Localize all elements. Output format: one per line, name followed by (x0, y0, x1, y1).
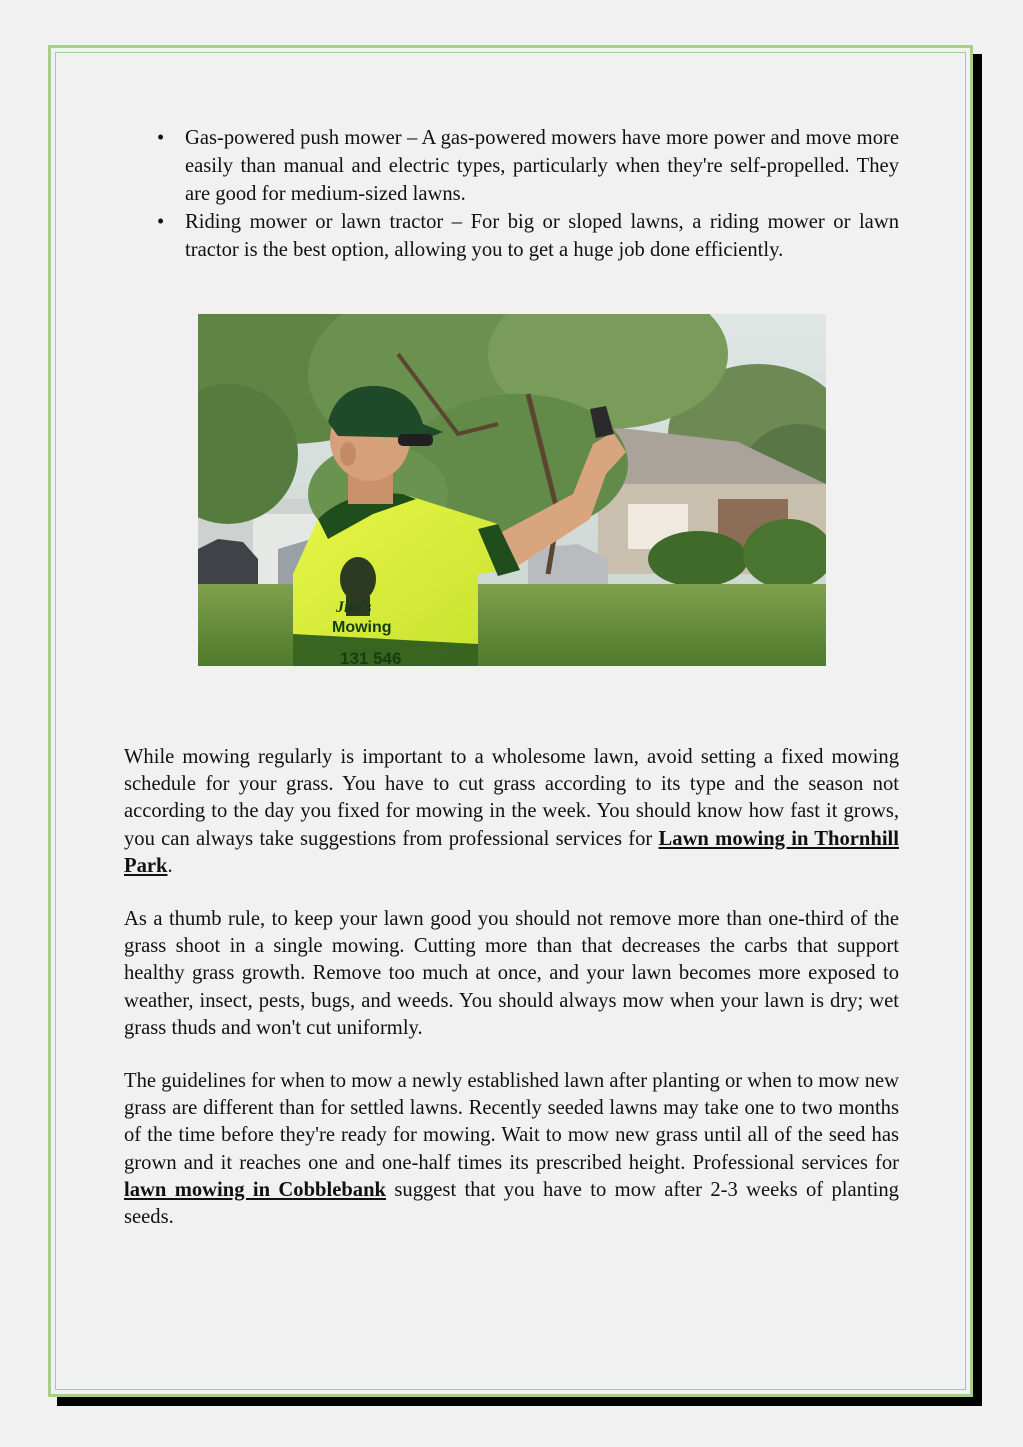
paragraph-text-end: suggest that you have to mow after 2-3 weeks of planting seeds. (124, 1178, 899, 1229)
paragraph-new-lawn-guidelines (124, 1068, 899, 1231)
bullet-icon: • (157, 211, 165, 233)
mower-types-list (157, 124, 899, 264)
lawn-mowing-worker-photo (198, 314, 826, 666)
list-item (157, 208, 899, 264)
bullet-icon: • (157, 127, 165, 149)
shirt-logo-line2: Mowing (332, 619, 392, 636)
paragraph-thumb-rule: As a thumb rule, to keep your lawn good you should not remove more than one-third of the grass shoot in a single mowing. Cutting more than that decreases the carbs that support healthy grass growth. Remove too much at once, and your lawn becomes more exposed to weather, insect, pests, bugs, and weeds. You should always mow when your lawn is dry; wet grass thuds and won't cut uniformly. (124, 908, 899, 1039)
paragraph-text-end: . (167, 854, 173, 877)
shirt-number: 131 546 (340, 649, 402, 666)
link-lawn-mowing-cobblebank[interactable]: lawn mowing in Cobblebank (124, 1178, 387, 1201)
list-item-text: Riding mower or lawn tractor – For big or sloped lawns, a riding mower or lawn tractor is the best option, allowing you to get a huge job done efficiently. (185, 211, 899, 261)
paragraph-text: The guidelines for when to mow a newly established lawn after planting or when to mow new grass are different than for settled lawns. Recently seeded lawns may take one to two months of the time before they're ready for mowing. Wait to mow new grass until all of the seed has grown and it reaches one and one-half times its prescribed height. Professional services for (124, 1070, 899, 1174)
paragraph-mowing-schedule (124, 744, 899, 880)
link-lawn-mowing-thornhill-park[interactable]: Lawn mowing in Thornhill Park (124, 827, 899, 877)
shirt-logo-line1: Jim's (336, 599, 372, 616)
list-item-text: Gas-powered push mower – A gas-powered mowers have more power and move more easily than manual and electric types, particularly when they're self-propelled. They are good for medium-sized lawns. (185, 127, 899, 205)
paragraph-text: While mowing regularly is important to a wholesome lawn, avoid setting a fixed mowing schedule for your grass. You have to cut grass according to its type and the season not according to the day you fixed for mowing in the week. You should know how fast it grows, you can always take suggestions from professional services for (124, 746, 899, 850)
list-item (157, 124, 899, 208)
